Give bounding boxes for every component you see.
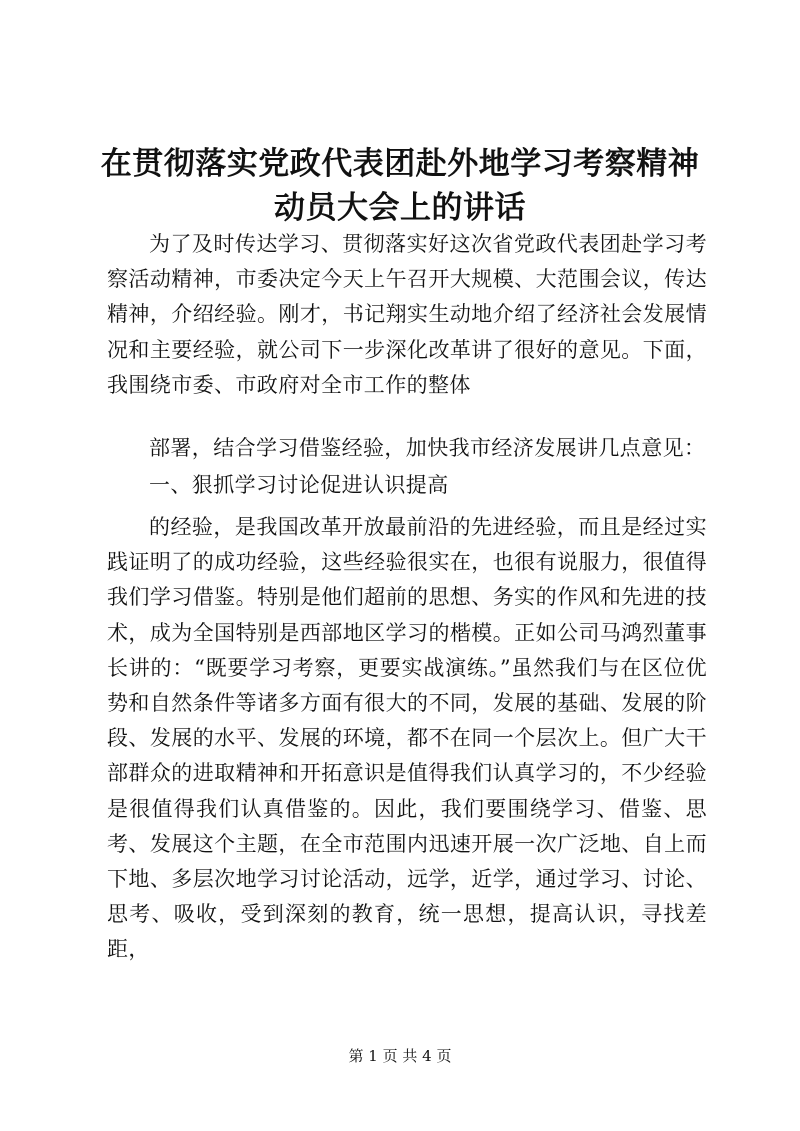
paragraph-intro: 为了及时传达学习、贯彻落实好这次省党政代表团赴学习考察活动精神，市委决定今天上午召开大规模、大范围会议，传达精神，介绍经验。刚才，书记翔实生动地介绍了经济社会发展情况和主要经验，就公司下一步深化改革讲了很好的意见。下面，我围绕市委、市政府对全市工作的整体: [107, 232, 707, 397]
page-footer: 第 1 页 共 4 页: [348, 1047, 452, 1065]
paragraph-deployment: 部署，结合学习借鉴经验，加快我市经济发展讲几点意见：: [149, 436, 706, 460]
document-title: 在贯彻落实党政代表团赴外地学习考察精神动员大会上的讲话: [100, 146, 700, 226]
section-heading-one: 一、狠抓学习讨论促进认识提高: [149, 473, 449, 497]
paragraph-experience: 的经验，是我国改革开放最前沿的先进经验，而且是经过实践证明了的成功经验，这些经验很实在，也很有说服力，很值得我们学习借鉴。特别是他们超前的思想、务实的作风和先进的技术，成为全国特别是西部地区学习的楷模。正如公司马鸿烈董事长讲的：“既要学习考察，更要实战演练。”虽然我们与在区位优势和自然条件等诸多方面有很大的不同，发展的基础、发展的阶段、发展的水平、发展的环境，都不在同一个层次上。但广大干部群众的进取精神和开拓意识是值得我们认真学习的，不少经验是很值得我们认真借鉴的。因此，我们要围绕学习、借鉴、思考、发展这个主题，在全市范围内迅速开展一次广泛地、自上而下地、多层次地学习讨论活动，远学，近学，通过学习、讨论、思考、吸收，受到深刻的教育，统一思想，提高认识，寻找差距，: [107, 515, 707, 962]
